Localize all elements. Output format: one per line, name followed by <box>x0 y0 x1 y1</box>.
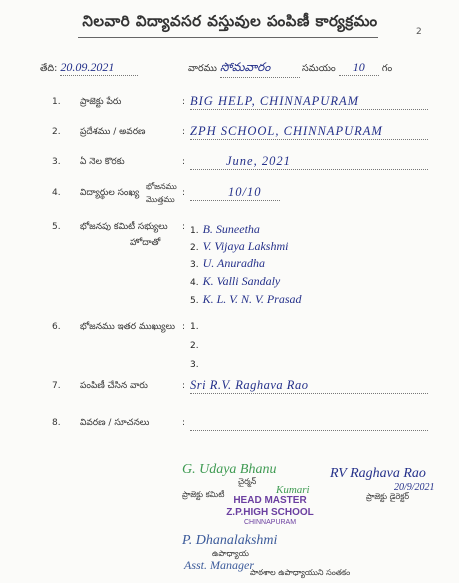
row-value: ZPH SCHOOL, CHINNAPURAM <box>190 124 383 138</box>
row-label: భోజనపు కమిటీ సభ్యులు <box>80 222 168 232</box>
right-signature: RV Raghava Rao <box>330 466 426 481</box>
list-item: 4. K. Valli Sandaly <box>190 274 281 288</box>
left-signature: G. Udaya Bhanu <box>182 462 277 477</box>
member-name: K. Valli Sandaly <box>202 274 281 288</box>
row-value: 10/10 <box>228 185 262 199</box>
time-field <box>302 60 392 76</box>
time-unit: గం <box>381 63 393 74</box>
date-label: తేది: <box>40 63 58 74</box>
list-item: 3. U. Anuradha <box>190 256 266 270</box>
day-value: సోమవారం <box>219 60 271 74</box>
list-item: 2. <box>190 341 199 351</box>
member-name: V. Vijaya Lakshmi <box>202 239 289 253</box>
row-sublabel-meal: భోజనము <box>146 182 177 191</box>
list-item: 1. <box>190 322 199 332</box>
time-value: 10 <box>352 60 365 74</box>
member-name: B. Suneetha <box>202 222 260 236</box>
row-value: Sri R.V. Raghava Rao <box>190 378 309 392</box>
list-item: 2. V. Vijaya Lakshmi <box>190 239 289 253</box>
right-role: ప్రాజెక్టు డైరెక్టర్ <box>366 492 410 501</box>
title-underline <box>78 37 378 38</box>
day-label: వారము <box>188 63 217 74</box>
left-role-1: చైర్మన్ <box>238 477 257 486</box>
bottom-role-1: ఉపాధ్యాయ <box>212 549 249 558</box>
row-sublabel-total: మొత్తము <box>146 195 175 204</box>
row-number: 7. <box>52 381 61 391</box>
member-name: K. L. V. N. V. Prasad <box>202 292 302 306</box>
row-number: 8. <box>52 418 61 428</box>
row-label: విద్యార్థుల సంఖ్య <box>80 188 140 198</box>
row-sublabel: హోదాతో <box>130 238 161 248</box>
page-title: నిలవారి విద్యావసర వస్తువుల పంపిణీ కార్యక్రమం <box>82 12 378 30</box>
bottom-signature-2: Asst. Manager <box>184 558 254 572</box>
list-item: 5. K. L. V. N. V. Prasad <box>190 292 302 306</box>
row-number: 1. <box>52 97 61 107</box>
row-label: ప్రదేశము / అవరణ <box>80 127 146 137</box>
member-name: U. Anuradha <box>202 256 266 270</box>
row-number: 4. <box>52 188 61 198</box>
time-label: సమయం <box>302 63 336 74</box>
list-item: 3. <box>190 360 199 370</box>
row-label: భోజనము ఇతర ముఖ్యులు <box>80 322 176 332</box>
row-value: June, 2021 <box>226 154 291 168</box>
list-item: 1. B. Suneetha <box>190 222 260 236</box>
row-number: 6. <box>52 322 61 332</box>
left-signature-2: Kumari <box>276 484 310 496</box>
bottom-signature: P. Dhanalakshmi <box>182 533 278 548</box>
bottom-role-2: పాఠశాల ఉపాధ్యాయుని సంతకం <box>250 568 351 577</box>
row-label: వివరణ / సూచనలు <box>80 418 150 428</box>
day-field <box>188 60 300 78</box>
corner-mark: 2 <box>416 27 422 37</box>
row-number: 2. <box>52 127 61 137</box>
school-stamp-title: HEAD MASTER <box>233 495 307 506</box>
date-field <box>40 60 138 76</box>
school-stamp-place: CHINNAPURAM <box>243 519 297 526</box>
left-role-2: ప్రాజెక్టు కమిటీ <box>182 490 225 499</box>
row-number: 5. <box>52 222 61 232</box>
school-stamp-school: Z.P.HIGH SCHOOL <box>226 507 314 518</box>
document-page: నిలవారి విద్యావసర వస్తువుల పంపిణీ కార్యక్రమం 2 తేది: 20.09.2021 వారము సోమవారం సమయం 10 గం 1. ప్రాజెక్టు పేరు : BIG HELP, CHINNAPURAM 2. ప్రదేశము / అవరణ : ZPH SCHOOL, CHINNAPURAM 3. ఏ నెల కొరకు : June, 2021 4. విద్యార్థుల సంఖ్య భోజనము మొత్తము : 10/10 5. భోజనపు కమిటీ సభ్యులు : హోదాతో 1. B. Suneetha 2. V. Vijaya Lakshmi 3. U. Anuradha 4. K. Valli Sandaly 5. K. L. V. N. V. Prasad 6. భోజనము ఇతర ముఖ్యులు : 1. 2. 3. 7. పంపిణీ చేసిన వారు : Sri R.V. Raghava Rao 8. వివరణ / సూచనలు : G. Udaya Bhanu Kumari చైర్మన్ ప్రాజెక్టు కమిటీ RV Raghava Rao 20/9/2021 ప్రాజెక్టు డైరెక్టర్ HEAD MASTER Z.P.HIGH SCHOOL CHINNAPURAM P. Dhanalakshmi Asst. Manager ఉపాధ్యాయ పాఠశాల ఉపాధ్యాయుని సంతకం <box>0 0 459 583</box>
row-label: పంపిణీ చేసిన వారు <box>80 381 148 391</box>
row-number: 3. <box>52 157 61 167</box>
row-label: ఏ నెల కొరకు <box>80 157 125 167</box>
row-label: ప్రాజెక్టు పేరు <box>80 97 122 107</box>
row-value: BIG HELP, CHINNAPURAM <box>190 94 360 108</box>
date-value: 20.09.2021 <box>60 60 115 74</box>
right-signature-date: 20/9/2021 <box>394 482 435 493</box>
